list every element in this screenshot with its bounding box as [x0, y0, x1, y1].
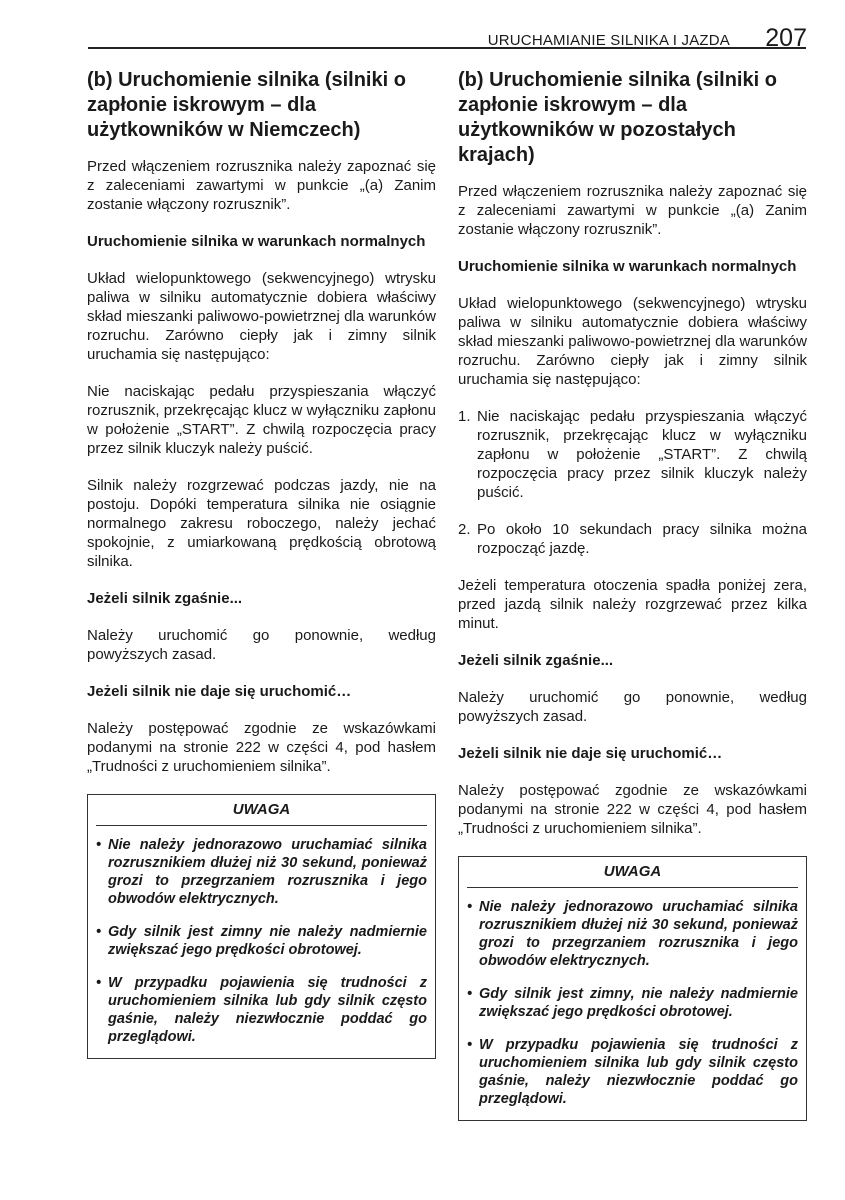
left-warmup-paragraph: Silnik należy rozgrzewać podczas jazdy, nie na postoju. Dopóki temperatura silnika nie osiągnie normalnego zakresu roboczego, należy jechać spokojnie, z umiarkowaną prędkością obrotową silnika.: [87, 477, 436, 570]
right-warning-item: • Nie należy jednorazowo uruchamiać silnika rozrusznikiem dłużej niż 30 sekund, ponieważ grozi to przegrzaniem rozrusznika i jego obwodów elektrycznych.: [467, 899, 798, 969]
bullet-icon: •: [467, 899, 473, 915]
left-warning-item: • W przypadku pojawienia się trudności z uruchomieniem silnika lub gdy silnik często gaśnie, należy niezwłocznie poddać go przeglądowi.: [96, 975, 427, 1045]
step-number: 1.: [458, 408, 471, 425]
left-stall-paragraph: Należy uruchomić go ponownie, według powyższych zasad.: [87, 627, 436, 663]
left-intro: Przed włączeniem rozrusznika należy zapoznać się z zaleceniami zawartymi w punkcie „(a) Zanim zostanie włączony rozrusznik”.: [87, 158, 436, 213]
right-injection-paragraph: Układ wielopunktowego (sekwencyjnego) wtrysku paliwa w silniku automatycznie dobiera właściwy skład mieszanki paliwowo-powietrznej dla warunków rozruchu. Zarówno ciepły jak i zimny silnik uruchamia się następująco:: [458, 295, 807, 388]
page-number: 207: [765, 24, 807, 52]
step-text: Po około 10 sekundach pracy silnika można rozpocząć jazdę.: [477, 521, 807, 557]
right-column: [458, 68, 807, 1121]
left-injection-paragraph: Układ wielopunktowego (sekwencyjnego) wtrysku paliwa w silniku automatycznie dobiera właściwy skład mieszanki paliwowo-powietrznej dla warunków rozruchu. Zarówno ciepły jak i zimny silnik uruchamia się następująco:: [87, 270, 436, 363]
left-nostart-paragraph: Należy postępować zgodnie ze wskazówkami podanymi na stronie 222 w części 4, pod hasłem „Trudności z uruchomieniem silnika”.: [87, 720, 436, 775]
step-number: 2.: [458, 521, 471, 538]
right-warning-item: • Gdy silnik jest zimny, nie należy nadmiernie zwiększać jego prędkości obrotowej.: [467, 986, 798, 1020]
right-warning-title: UWAGA: [467, 863, 798, 888]
bullet-icon: •: [467, 1037, 473, 1053]
right-warning-box: [458, 856, 807, 1121]
right-cold-paragraph: Jeżeli temperatura otoczenia spadła poniżej zera, przed jazdą silnik należy rozgrzewać przez kilka minut.: [458, 577, 807, 632]
right-nostart-paragraph: Należy postępować zgodnie ze wskazówkami podanymi na stronie 222 w części 4, pod hasłem „Trudności z uruchomieniem silnika”.: [458, 782, 807, 837]
right-warning-item: • W przypadku pojawienia się trudności z uruchomieniem silnika lub gdy silnik często gaśnie, należy niezwłocznie poddać go przeglądowi.: [467, 1037, 798, 1107]
running-header-title: URUCHAMIANIE SILNIKA I JAZDA: [487, 32, 730, 49]
left-section-heading: (b) Uruchomienie silnika (silniki o zapłonie iskrowym – dla użytkowników w Niemczech): [87, 69, 406, 141]
left-warning-box: [87, 794, 436, 1059]
right-intro: Przed włączeniem rozrusznika należy zapoznać się z zaleceniami zawartymi w punkcie „(a) Zanim zostanie włączony rozrusznik”.: [458, 183, 807, 238]
bullet-icon: •: [96, 837, 102, 853]
right-steps-list: [458, 407, 807, 558]
right-subhead-stall: Jeżeli silnik zgaśnie...: [458, 652, 614, 669]
left-start-paragraph: Nie naciskając pedału przyspieszania włączyć rozrusznik, przekręcając klucz w wyłączniku zapłonu w położenie „START”. Z chwilą rozpoczęcia pracy przez silnik kluczyk należy puścić.: [87, 383, 436, 457]
bullet-icon: •: [96, 924, 102, 940]
left-subhead-nostart: Jeżeli silnik nie daje się uruchomić…: [87, 683, 352, 700]
bullet-icon: •: [467, 986, 473, 1002]
step-item: [458, 407, 807, 502]
left-subhead-normal: Uruchomienie silnika w warunkach normalnych: [87, 233, 426, 250]
left-warning-item: • Nie należy jednorazowo uruchamiać silnika rozrusznikiem dłużej niż 30 sekund, ponieważ grozi to przegrzaniem rozrusznika i jego obwodów elektrycznych.: [96, 837, 427, 907]
right-section-heading: (b) Uruchomienie silnika (silniki o zapłonie iskrowym – dla użytkowników w pozostałych krajach): [458, 69, 777, 166]
left-warning-item: • Gdy silnik jest zimny nie należy nadmiernie zwiększać jego prędkości obrotowej.: [96, 924, 427, 958]
right-subhead-nostart: Jeżeli silnik nie daje się uruchomić…: [458, 745, 723, 762]
right-stall-paragraph: Należy uruchomić go ponownie, według powyższych zasad.: [458, 689, 807, 725]
left-subhead-stall: Jeżeli silnik zgaśnie...: [87, 590, 243, 607]
step-item: [458, 520, 807, 558]
step-text: Nie naciskając pedału przyspieszania włączyć rozrusznik, przekręcając klucz w wyłączniku zapłonu w położenie „START”. Z chwilą rozpoczęcia pracy przez silnik kluczyk należy puścić.: [477, 408, 807, 501]
left-column: [87, 68, 436, 1059]
right-subhead-normal: Uruchomienie silnika w warunkach normalnych: [458, 258, 797, 275]
bullet-icon: •: [96, 975, 102, 991]
left-warning-title: UWAGA: [96, 801, 427, 826]
